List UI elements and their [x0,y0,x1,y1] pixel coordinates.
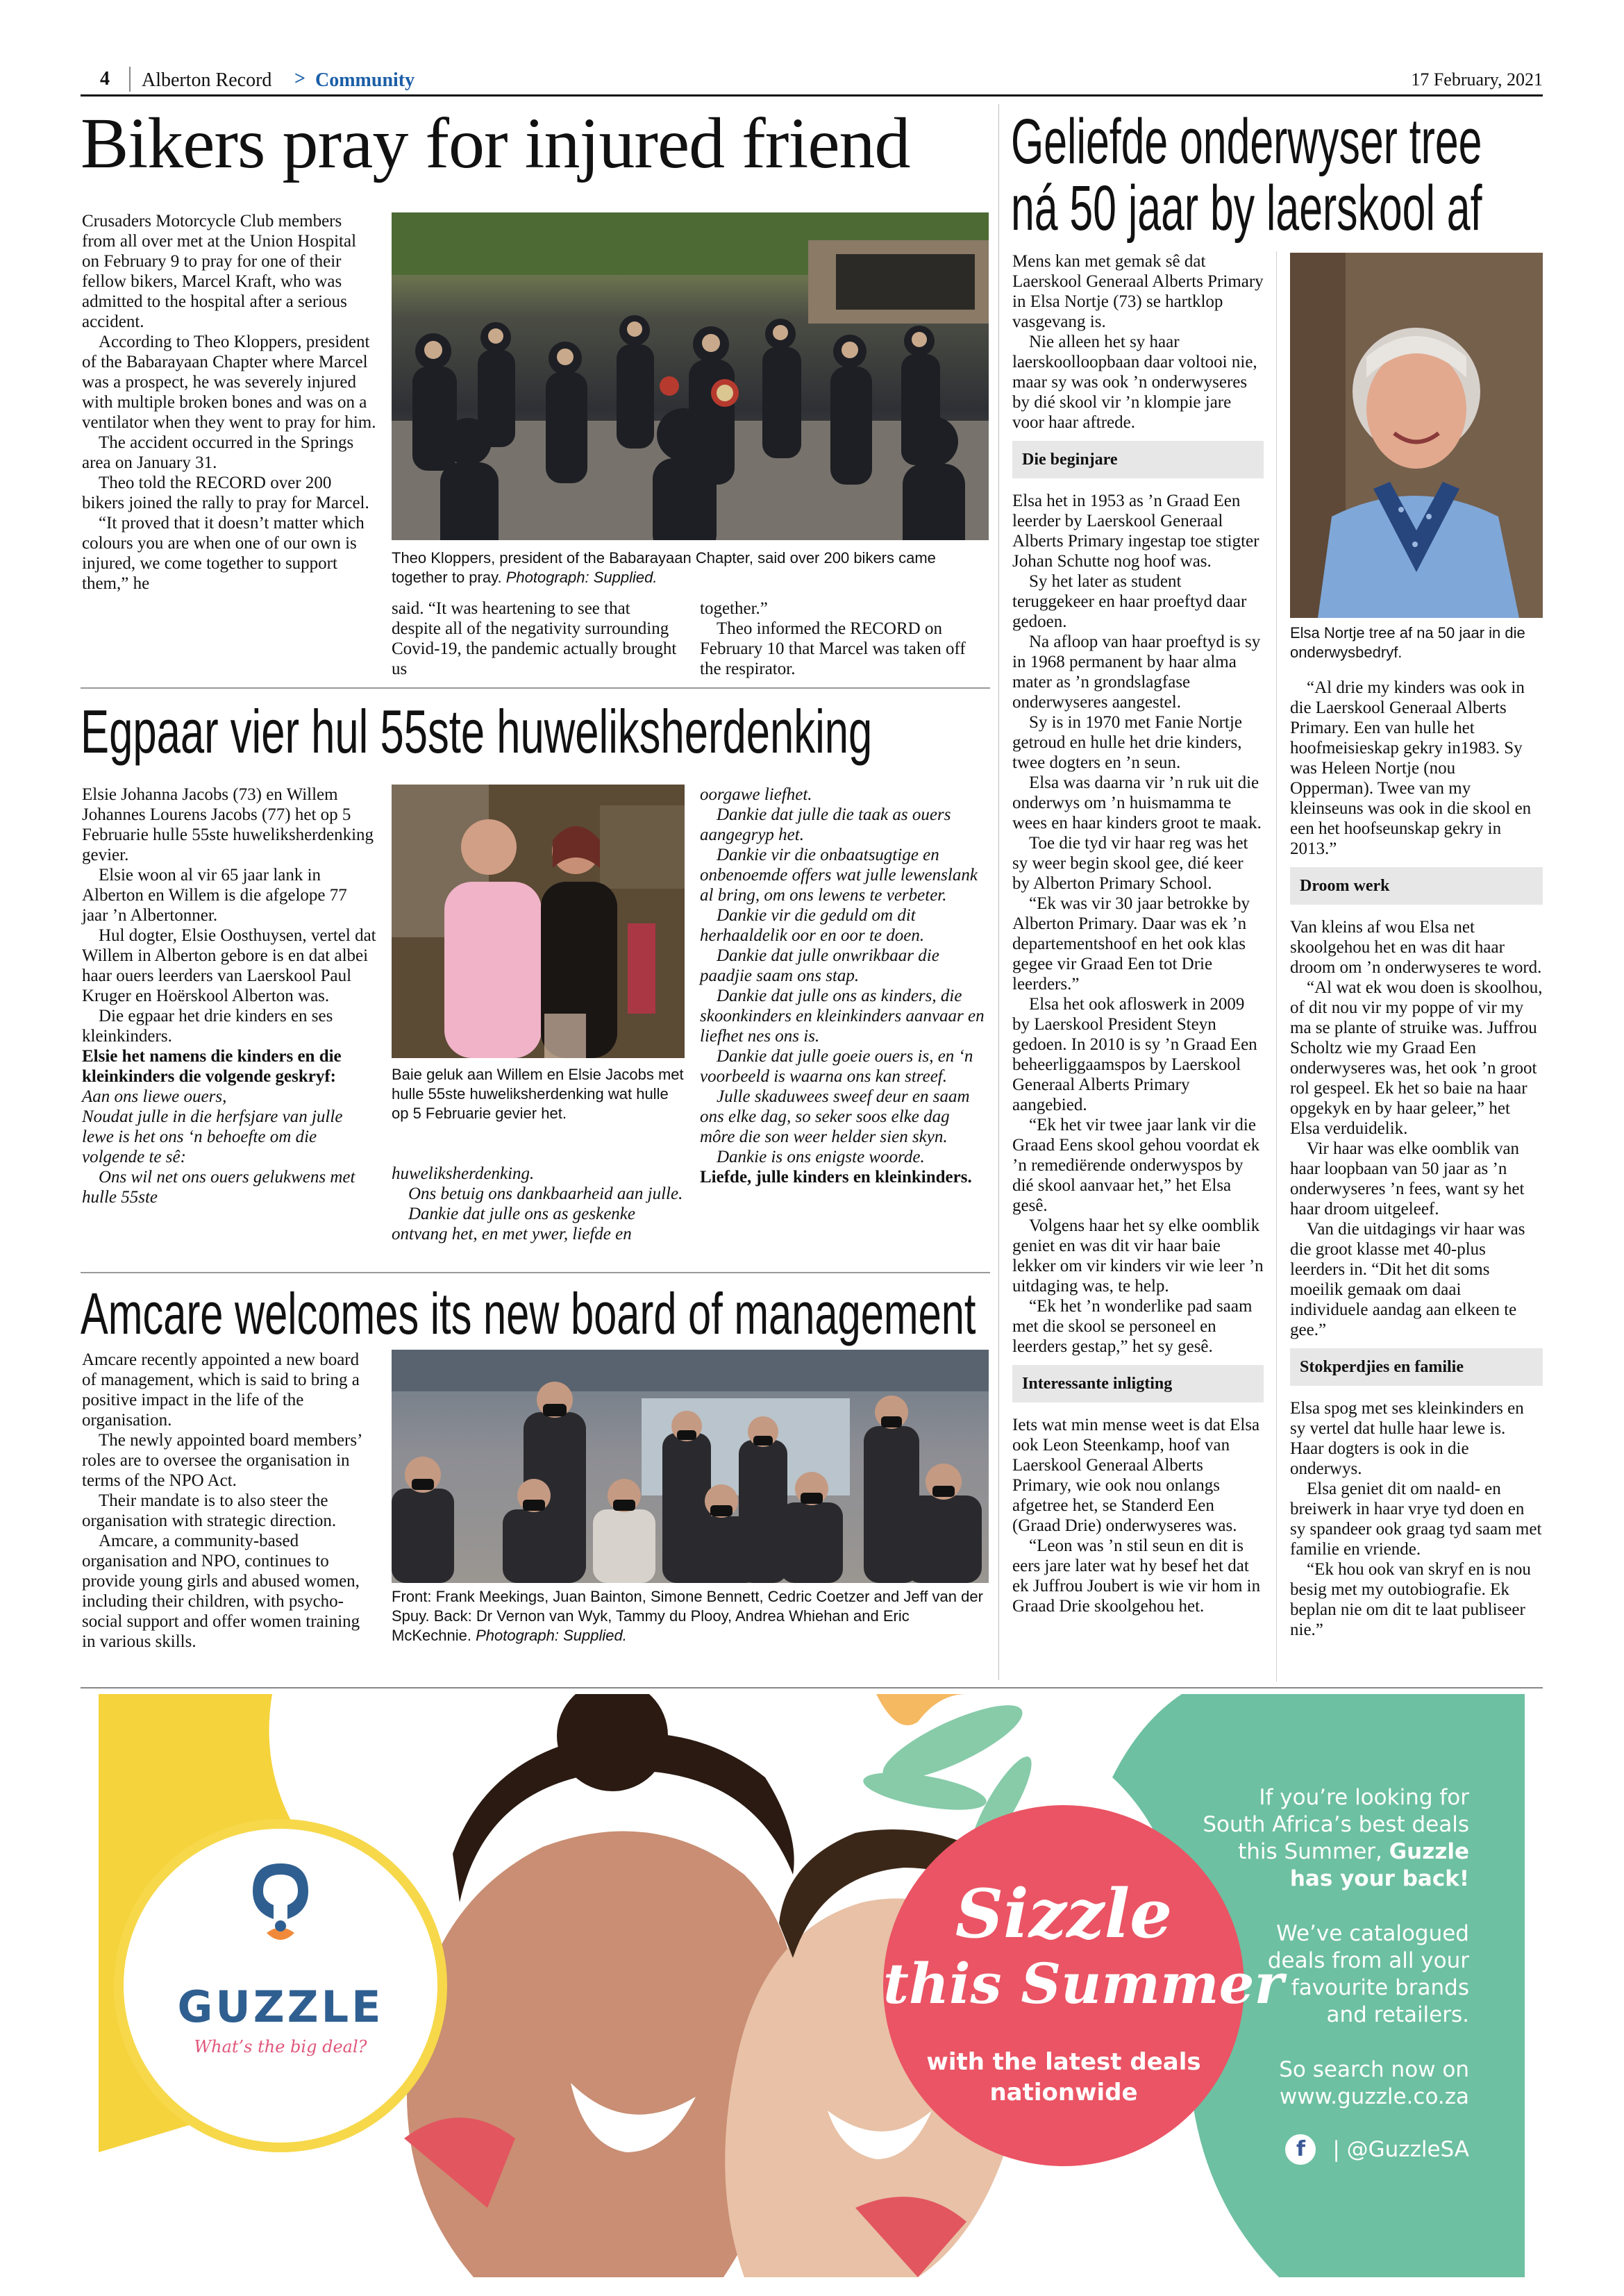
poem-line: Ons betuig ons dankbaarheid aan julle. [408,1184,683,1203]
ad-copy-line: South Africa’s best deals [1203,1812,1469,1837]
ad-copy-brand: Guzzle [1389,1839,1469,1864]
geliefde-headline-line1: Geliefde onderwyser tree [1011,106,1482,177]
subhead-droom: Droom werk [1290,867,1543,905]
ad-social[interactable] [1094,2134,1469,2165]
ad-social-handle: | @GuzzleSA [1332,2136,1469,2162]
geliefde-para: “Ek hou ook van skryf en is nou besig met my outobiografie. Ek beplan nie om dit te laat publiseer nie.” [1290,1560,1531,1639]
geliefde-para: Elsa het in 1953 as ’n Graad Een leerder by Laerskool Generaal Alberts Primary ingestap toe stigter Johan Schutte nog hoof was. [1012,492,1259,571]
ad-right-copy [1094,1784,1469,2165]
header-divider [129,67,131,92]
bikers-col3 [700,598,989,679]
geliefde-para: Van die uitdagings vir haar was die groot klasse met 40-plus leerders in. “Dit het dit soms moeilik gemaak om daai individuele aandag aan elkeen te gee.” [1290,1220,1525,1339]
guzzle-tagline: What’s the big deal? [194,2037,367,2056]
geliefde-para: Elsa het ook afloswerk in 2009 by Laerskool President Steyn gedoen. In 2010 is sy ’n Graad Een beheerliggaamspos by Laerskool Generaal Alberts Primary aangebied. [1012,995,1257,1114]
geliefde-col1 [1012,251,1264,1616]
poem-line: Dankie is ons enigste woorde. [717,1148,925,1166]
bikers-caption-text: Theo Kloppers, president of the Babarayaan Chapter, said over 200 bikers came together to pray. [392,549,936,586]
bikers-photo [392,212,989,540]
bikers-para: Theo told the RECORD over 200 bikers joined the rally to pray for Marcel. [82,474,369,512]
amcare-para: Amcare, a community-based organisation and NPO, continues to provide young girls and abused women, including their children, with psycho-social support and offer women training in various skills. [82,1532,360,1651]
geliefde-para: Elsa spog met ses kleinkinders en sy vertel dat hulle haar lewe is. Haar dogters is ook in die onderwys. [1290,1399,1524,1478]
poem-line: Dankie vir die onbaatsugtige en onbenoemde offers wat julle lewenslank al bring, om ons lewens te verbeter. [700,846,978,905]
geliefde-para: Vir haar was elke oomblik van haar loopbaan van 50 jaar as ’n onderwyseres ’n fees, want sy het haar droom uitgeleef. [1290,1139,1525,1218]
ad-copy-line: favourite brands [1291,1975,1469,2000]
section-rule [81,1272,990,1273]
ad-copy-line: and retailers. [1326,2002,1469,2027]
egpaar-para: Die egpaar het drie kinders en ses kleinkinders. [82,1007,333,1046]
poem-line: Julle skaduwees sweef deur en saam ons elke dag, so seker soos elke dag môre die son weer helder sien skyn. [700,1087,970,1146]
geliefde-headline-line2: ná 50 jaar by laerskool af [1011,173,1482,244]
geliefde-para: “Ek was vir 30 jaar betrokke by Alberton Primary. Daar was ek ’n departementshoof en het ook klas gegee vir Graad Een tot Drie leerders.” [1012,894,1250,994]
elsa-caption: Elsa Nortje tree af na 50 jaar in die onderwysbedryf. [1290,624,1525,661]
bikers-caption-credit: Photograph: Supplied. [505,569,658,586]
amcare-photo-art [392,1350,989,1583]
poem-line: Dankie vir die geduld om dit herhaaldelik oor en oor te doen. [700,906,925,945]
egpaar-col1 [82,785,376,1207]
geliefde-para: Elsa geniet dit om naald- en breiwerk in haar vrye tyd doen en sy spandeer ook graag tyd saam met familie en vriende. [1290,1480,1542,1559]
sizzle-line1: Sizzle [955,1875,1173,1953]
sizzle-sub2: nationwide [989,2079,1138,2106]
geliefde-para: Elsa was daarna vir ’n ruk uit die onderwys om ’n huismamma te wees en haar kinders groot te maak. [1012,773,1262,832]
elsa-photo-art [1290,253,1543,618]
ad-copy-line: If you’re looking for [1259,1785,1469,1810]
amcare-caption-text: Front: Frank Meekings, Juan Bainton, Simone Bennett, Cedric Coetzer and Jeff van der Spuy. Back: Dr Vernon van Wyk, Tammy du Plooy, Andrea Whiehan and Eric McKechnie. [392,1588,983,1644]
egpaar-para: Elsie woon al vir 65 jaar lank in Alberton en Willem is die afgelope 77 jaar ’n Albertonner. [82,866,347,925]
bikers-col2-text: said. “It was heartening to see that despite all of the negativity surrounding Covid-19, the pandemic actually brought us [392,599,677,678]
subhead-inligting: Interessante inligting [1012,1365,1264,1402]
column-rule-bikers [998,104,999,1680]
geliefde-para: Na afloop van haar proeftyd is sy in 1968 permanent by haar alma mater as ’n grondslagfase onderwyseres aangestel. [1012,632,1261,712]
egpaar-sign-off: Liefde, julle kinders en kleinkinders. [700,1168,972,1187]
subhead-beginjare: Die beginjare [1012,441,1264,478]
amcare-para: Amcare recently appointed a new board of management, which is said to bring a positive impact in the life of the organisation. [82,1350,360,1430]
issue-date: 17 February, 2021 [1411,69,1543,90]
page-number: 4 [100,68,110,90]
bikers-col1 [82,211,376,594]
egpaar-col2 [392,1164,683,1244]
ad-copy-line: has your back! [1289,1866,1469,1891]
bikers-headline: Bikers pray for injured friend [81,103,910,183]
ad-top-rule [81,1687,1543,1689]
column-rule-geliefde [1276,251,1277,1682]
geliefde-para: Sy is in 1970 met Fanie Nortje getroud en hulle het drie kinders, twee dogters en ’n seun. [1012,713,1242,772]
poem-line: Noudat julle in die herfsjare van julle lewe is het ons ‘n behoefte om die volgende te sê: [82,1107,343,1166]
bikers-photo-art [392,212,989,540]
egpaar-para: Hul dogter, Elsie Oosthuysen, vertel dat Willem in Alberton gebore is en dat albei haar ouers leerders van Laerskool Paul Kruger en Hoërskool Alberton was. [82,926,376,1005]
egpaar-headline: Egpaar vier hul 55ste huweliksherdenking [81,697,873,766]
poem-line: Aan ons liewe ouers, [82,1087,227,1106]
bikers-para: The accident occurred in the Springs area on January 31. [82,433,354,472]
geliefde-para: “Al wat ek wou doen is skoolhou, of dit nou vir my poppe of vir my ma se plante of struike was. Juffrou Scholtz wie my Graad Een onderwyseres was, het ook ’n groot rol gespeel. Ek het so baie na haar opgekyk en by haar geleer,” het Elsa verduidelik. [1290,978,1543,1138]
geliefde-para: “Leon was ’n stil seun en dit is eers jare later wat hy besef het dat ek Juffrou Joubert is wie vir hom in Graad Drie skoolgehou het. [1012,1536,1261,1616]
geliefde-para: Sy het later as student teruggekeer en haar proeftyd daar gedoen. [1012,572,1247,631]
bikers-para: Crusaders Motorcycle Club members from all over met at the Union Hospital on February 9 to pray for one of their fellow bikers, Marcel Kraft, who was admitted to the hospital after a serious accident. [82,212,357,331]
amcare-headline: Amcare welcomes its new board of management [81,1281,976,1346]
egpaar-para: Elsie Johanna Jacobs (73) en Willem Johannes Lourens Jacobs (77) het op 5 Februarie hulle 55ste huweliksherdenking gevier. [82,785,374,864]
section-separator: > [294,68,305,90]
egpaar-photo [392,785,685,1058]
amcare-caption-credit: Photograph: Supplied. [476,1627,627,1644]
bikers-para: “It proved that it doesn’t matter which colours you are when one of our own is injured, we come together to support them,” he [82,514,365,593]
poem-line: huweliksherdenking. [392,1164,535,1183]
amcare-photo [392,1350,989,1583]
poem-line: Dankie dat julle goeie ouers is, en ‘n voorbeeld is waarna ons kan streef. [700,1047,973,1086]
geliefde-para: Mens kan met gemak sê dat Laerskool Generaal Alberts Primary in Elsa Nortje (73) se hartklop vasgevang is. [1012,252,1264,331]
poem-line: Dankie dat julle ons as kinders, die skoonkinders en kleinkinders aanvaar en liefhet nes ons is. [700,987,985,1046]
poem-line: oorgawe liefhet. [700,785,812,804]
amcare-para: The newly appointed board members’ roles are to oversee the organisation in terms of the NPO Act. [82,1431,362,1490]
geliefde-para: “Al drie my kinders was ook in die Laerskool Generaal Alberts Primary. Een van hulle het hoofmeisieskap gekry in1983. Sy was Heleen Nortje (nou Opperman). Twee van my kleinseuns was ook in die skool en een het hoofseunskap gekry in 2013.” [1290,678,1532,858]
amcare-para: Their mandate is to also steer the organisation with strategic direction. [82,1491,337,1530]
geliefde-para: Toe die tyd vir haar reg was het sy weer begin skool gee, dié keer by Alberton Primary School. [1012,834,1248,893]
bikers-col3-para: Theo informed the RECORD on February 10 that Marcel was taken off the respirator. [700,619,966,678]
ad-copy-line: this Summer, [1238,1839,1382,1864]
amcare-col1 [82,1350,376,1652]
guzzle-logo [114,1819,447,2152]
geliefde-para: Iets wat min mense weet is dat Elsa ook Leon Steenkamp, hoof van Laerskool Generaal Alberts Primary, wie ook nou onlangs afgetree het, se Standerd Een (Graad Drie) onderwyseres was. [1012,1416,1260,1535]
ad-url[interactable]: www.guzzle.co.za [1279,2084,1469,2109]
bikers-col2 [392,598,683,679]
geliefde-para: Volgens haar het sy elke oomblik geniet en was dit vir haar baie lekker om vir kinders vir wie leer ’n uitdaging was, te help. [1012,1216,1264,1296]
section-name: Community [315,69,415,91]
geliefde-para: “Ek het vir twee jaar lank vir die Graad Eens skool gehou voordat ek ’n remediërende onderwyspos by dié skool aanvaar het,” het Elsa gesê. [1012,1116,1260,1215]
poem-line: Dankie dat julle die taak as ouers aangegryp het. [700,805,951,844]
geliefde-col2 [1290,678,1543,1640]
header-rule [81,94,1543,97]
egpaar-photo-art [392,785,685,1058]
geliefde-headline [1011,108,1482,242]
bikers-para: According to Theo Kloppers, president of the Babarayaan Chapter where Marcel was a prospect, he was severely injured with multiple broken bones and was on a ventilator when they went to pray for him. [82,333,376,432]
poem-line: Dankie dat julle onwrikbaar die paadjie saam ons stap. [700,946,939,985]
sizzle-line2: this Summer [883,1951,1284,2016]
ad-copy-line: So search now on [1279,2057,1469,2082]
elsa-photo [1290,253,1543,618]
geliefde-para: “Ek het ’n wonderlike pad saam met die skool se personeel en leerders gestap,” het sy gesê. [1012,1297,1253,1356]
guzzle-ad [99,1694,1525,2277]
poem-line: Ons wil net ons ouers gelukwens met hulle 55ste [82,1168,355,1207]
guzzle-brand-text: GUZZLE [177,1981,384,2032]
amcare-caption [392,1587,989,1645]
ad-copy-line: deals from all your [1267,1948,1469,1973]
facebook-icon[interactable]: f [1285,2134,1316,2165]
page-header [81,67,1543,96]
subhead-stokperdjies: Stokperdjies en familie [1290,1348,1543,1386]
geliefde-para: Nie alleen het sy haar laerskoolloopbaan daar voltooi nie, maar sy was ook ’n onderwyseres by dié skool vir ’n klompie jare voor haar aftrede. [1012,333,1257,432]
sizzle-sub1: with the latest deals [926,2048,1201,2076]
paper-name: Alberton Record [142,69,272,91]
bikers-col3-text: together.” [700,599,768,618]
bikers-caption [392,548,989,587]
poem-line: Dankie dat julle ons as geskenke ontvang het, en met ywer, liefde en [392,1205,635,1243]
geliefde-para: Van kleins af wou Elsa net skoolgehou het en was dit haar droom om ’n onderwyseres te word. [1290,918,1542,977]
section-rule [81,687,990,689]
egpaar-bold-intro: Elsie het namens die kinders en die kleinkinders die volgende geskryf: [82,1047,342,1086]
egpaar-caption: Baie geluk aan Willem en Elsie Jacobs met hulle 55ste huweliksherdenking wat hulle op 5 Februarie gevier het. [392,1066,684,1122]
guzzle-logo-mark-icon [239,1857,322,1954]
egpaar-col3 [700,785,989,1187]
ad-copy-line: We’ve catalogued [1276,1921,1469,1946]
